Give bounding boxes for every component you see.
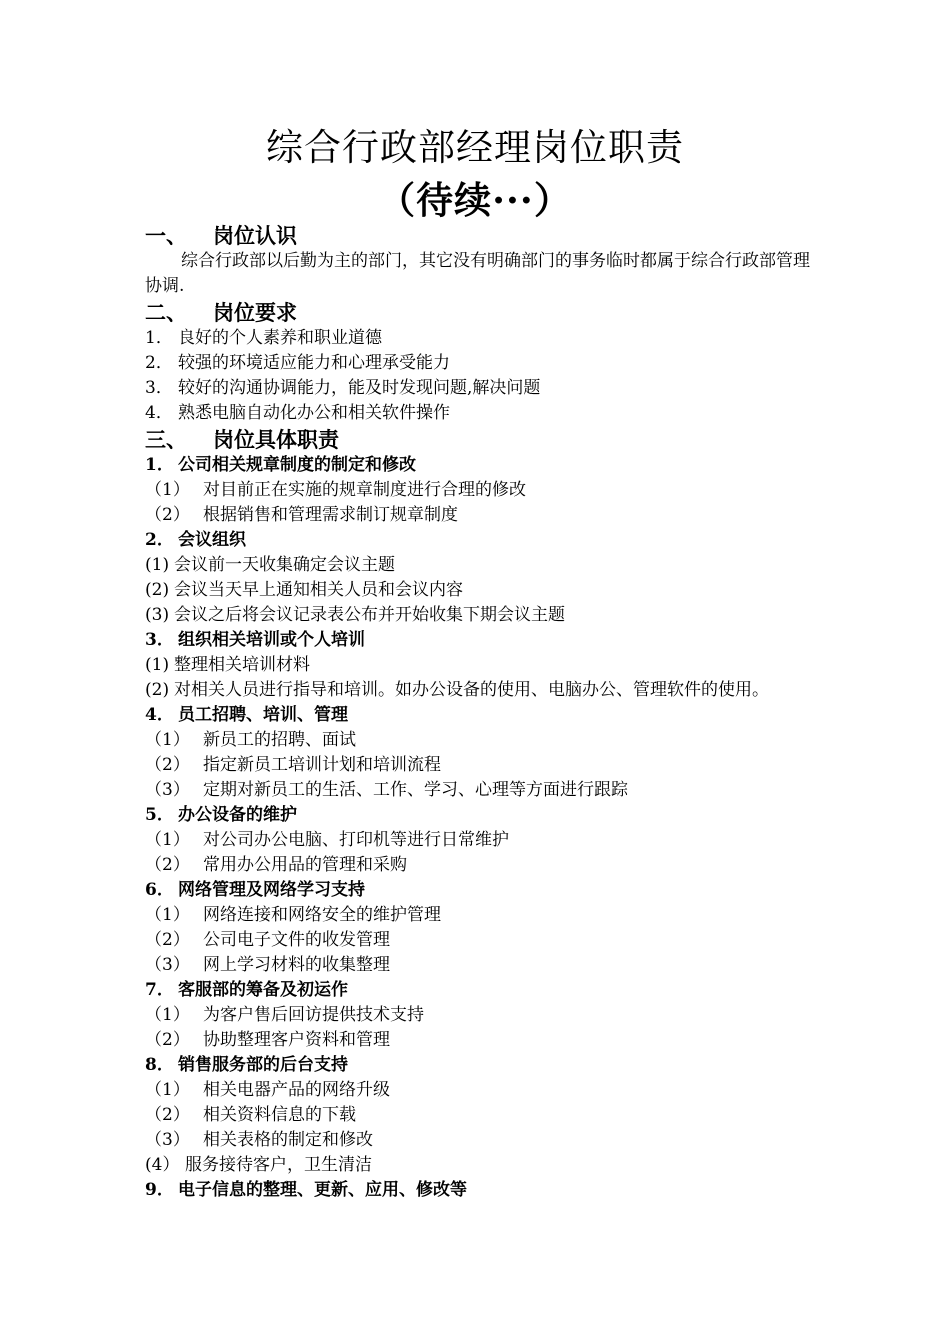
duty-item xyxy=(145,553,810,578)
section-number: 一、 xyxy=(145,223,187,248)
item-text: 服务接待客户，卫生清洁 xyxy=(185,1155,372,1175)
item-text: 会议前一天收集确定会议主题 xyxy=(174,555,395,575)
item-number: （1） xyxy=(145,830,190,850)
requirement-item xyxy=(145,401,810,426)
item-number: （2） xyxy=(145,505,190,525)
duty-heading xyxy=(145,703,810,728)
item-number: （1） xyxy=(145,1080,190,1100)
duty-number: 6． xyxy=(145,880,174,900)
item-text: 对相关人员进行指导和培训。如办公设备的使用、电脑办公、管理软件的使用。 xyxy=(174,680,769,700)
item-number: （1） xyxy=(145,480,190,500)
section-title: 岗位具体职责 xyxy=(213,427,339,452)
duty-item xyxy=(145,1003,810,1028)
requirement-item xyxy=(145,376,810,401)
duty-item xyxy=(145,1153,810,1178)
item-text: 网络连接和网络安全的维护管理 xyxy=(203,905,441,925)
item-number: （2） xyxy=(145,1105,190,1125)
duty-title: 销售服务部的后台支持 xyxy=(178,1055,348,1075)
duty-title: 组织相关培训或个人培训 xyxy=(178,630,365,650)
requirement-item xyxy=(145,326,810,351)
section-heading-1 xyxy=(145,222,810,249)
document-subtitle: （待续···） xyxy=(378,178,572,222)
section-intro-paragraph: 综合行政部以后勤为主的部门，其它没有明确部门的事务临时都属于综合行政部管理协调. xyxy=(145,251,810,296)
duty-number: 7． xyxy=(145,980,174,1000)
duty-number: 8． xyxy=(145,1055,174,1075)
item-text: 较好的沟通协调能力，能及时发现问题,解决问题 xyxy=(178,378,541,398)
duty-number: 5． xyxy=(145,805,174,825)
item-text: 较强的环境适应能力和心理承受能力 xyxy=(178,353,450,373)
item-text: 常用办公用品的管理和采购 xyxy=(203,855,407,875)
item-number: (1) xyxy=(145,655,170,675)
duty-item xyxy=(145,1103,810,1128)
item-number: （3） xyxy=(145,780,190,800)
duty-heading xyxy=(145,528,810,553)
item-text: 定期对新员工的生活、工作、学习、心理等方面进行跟踪 xyxy=(203,780,628,800)
item-number: (1) xyxy=(145,555,170,575)
section-heading-2 xyxy=(145,299,810,326)
duty-heading xyxy=(145,878,810,903)
duty-title: 员工招聘、培训、管理 xyxy=(178,705,348,725)
duty-title: 办公设备的维护 xyxy=(178,805,297,825)
duty-number: 3． xyxy=(145,630,174,650)
item-text: 熟悉电脑自动化办公和相关软件操作 xyxy=(178,403,450,423)
item-text: 为客户售后回访提供技术支持 xyxy=(203,1005,424,1025)
duty-item xyxy=(145,853,810,878)
duty-title: 会议组织 xyxy=(178,530,246,550)
item-text: 指定新员工培训计划和培训流程 xyxy=(203,755,441,775)
duty-item xyxy=(145,953,810,978)
item-number: （1） xyxy=(145,905,190,925)
item-number: （2） xyxy=(145,930,190,950)
item-number: 2． xyxy=(145,353,173,373)
document-body xyxy=(145,222,810,1203)
item-number: 1． xyxy=(145,328,173,348)
item-text: 对公司办公电脑、打印机等进行日常维护 xyxy=(203,830,509,850)
duty-item xyxy=(145,603,810,628)
item-number: 4． xyxy=(145,403,173,423)
duty-title: 公司相关规章制度的制定和修改 xyxy=(178,455,416,475)
item-number: (2) xyxy=(145,580,170,600)
duty-item xyxy=(145,503,810,528)
duty-heading xyxy=(145,1053,810,1078)
requirement-item xyxy=(145,351,810,376)
duty-heading xyxy=(145,453,810,478)
section-title: 岗位认识 xyxy=(213,223,297,248)
item-text: 对目前正在实施的规章制度进行合理的修改 xyxy=(203,480,526,500)
item-text: 网上学习材料的收集整理 xyxy=(203,955,390,975)
item-number: (3) xyxy=(145,605,170,625)
item-text: 会议之后将会议记录表公布并开始收集下期会议主题 xyxy=(174,605,565,625)
item-text: 公司电子文件的收发管理 xyxy=(203,930,390,950)
duty-item xyxy=(145,1028,810,1053)
duty-item xyxy=(145,1128,810,1153)
duty-heading xyxy=(145,803,810,828)
item-text: 新员工的招聘、面试 xyxy=(203,730,356,750)
document-title: 综合行政部经理岗位职责 xyxy=(266,126,684,169)
section-heading-3 xyxy=(145,426,810,453)
item-text: 良好的个人素养和职业道德 xyxy=(178,328,382,348)
duty-number: 9． xyxy=(145,1180,174,1200)
duty-number: 1． xyxy=(145,455,174,475)
duty-item xyxy=(145,653,810,678)
duty-title: 电子信息的整理、更新、应用、修改等 xyxy=(178,1180,467,1200)
duty-item xyxy=(145,678,810,703)
duty-item xyxy=(145,1078,810,1103)
section-number: 三、 xyxy=(145,427,187,452)
item-text: 相关电器产品的网络升级 xyxy=(203,1080,390,1100)
item-text: 相关表格的制定和修改 xyxy=(203,1130,373,1150)
duty-item xyxy=(145,778,810,803)
item-number: （3） xyxy=(145,1130,190,1150)
duty-item xyxy=(145,753,810,778)
duty-heading xyxy=(145,1178,810,1203)
item-text: 根据销售和管理需求制订规章制度 xyxy=(203,505,458,525)
duty-item xyxy=(145,928,810,953)
section-title: 岗位要求 xyxy=(213,300,297,325)
duty-item xyxy=(145,478,810,503)
duty-title: 客服部的筹备及初运作 xyxy=(178,980,348,1000)
item-number: （2） xyxy=(145,755,190,775)
duty-item xyxy=(145,578,810,603)
duty-number: 2． xyxy=(145,530,174,550)
item-number: （1） xyxy=(145,1005,190,1025)
duty-item xyxy=(145,903,810,928)
item-number: （2） xyxy=(145,1030,190,1050)
item-text: 协助整理客户资料和管理 xyxy=(203,1030,390,1050)
duty-heading xyxy=(145,978,810,1003)
duty-heading xyxy=(145,628,810,653)
item-number: （2） xyxy=(145,855,190,875)
item-text: 会议当天早上通知相关人员和会议内容 xyxy=(174,580,463,600)
duty-item xyxy=(145,828,810,853)
item-number: （1） xyxy=(145,730,190,750)
item-number: (2) xyxy=(145,680,170,700)
item-number: 3． xyxy=(145,378,173,398)
section-number: 二、 xyxy=(145,300,187,325)
item-number: (4） xyxy=(145,1155,180,1175)
item-number: （3） xyxy=(145,955,190,975)
duty-item xyxy=(145,728,810,753)
duty-title: 网络管理及网络学习支持 xyxy=(178,880,365,900)
item-text: 整理相关培训材料 xyxy=(174,655,310,675)
item-text: 相关资料信息的下载 xyxy=(203,1105,356,1125)
duty-number: 4． xyxy=(145,705,174,725)
